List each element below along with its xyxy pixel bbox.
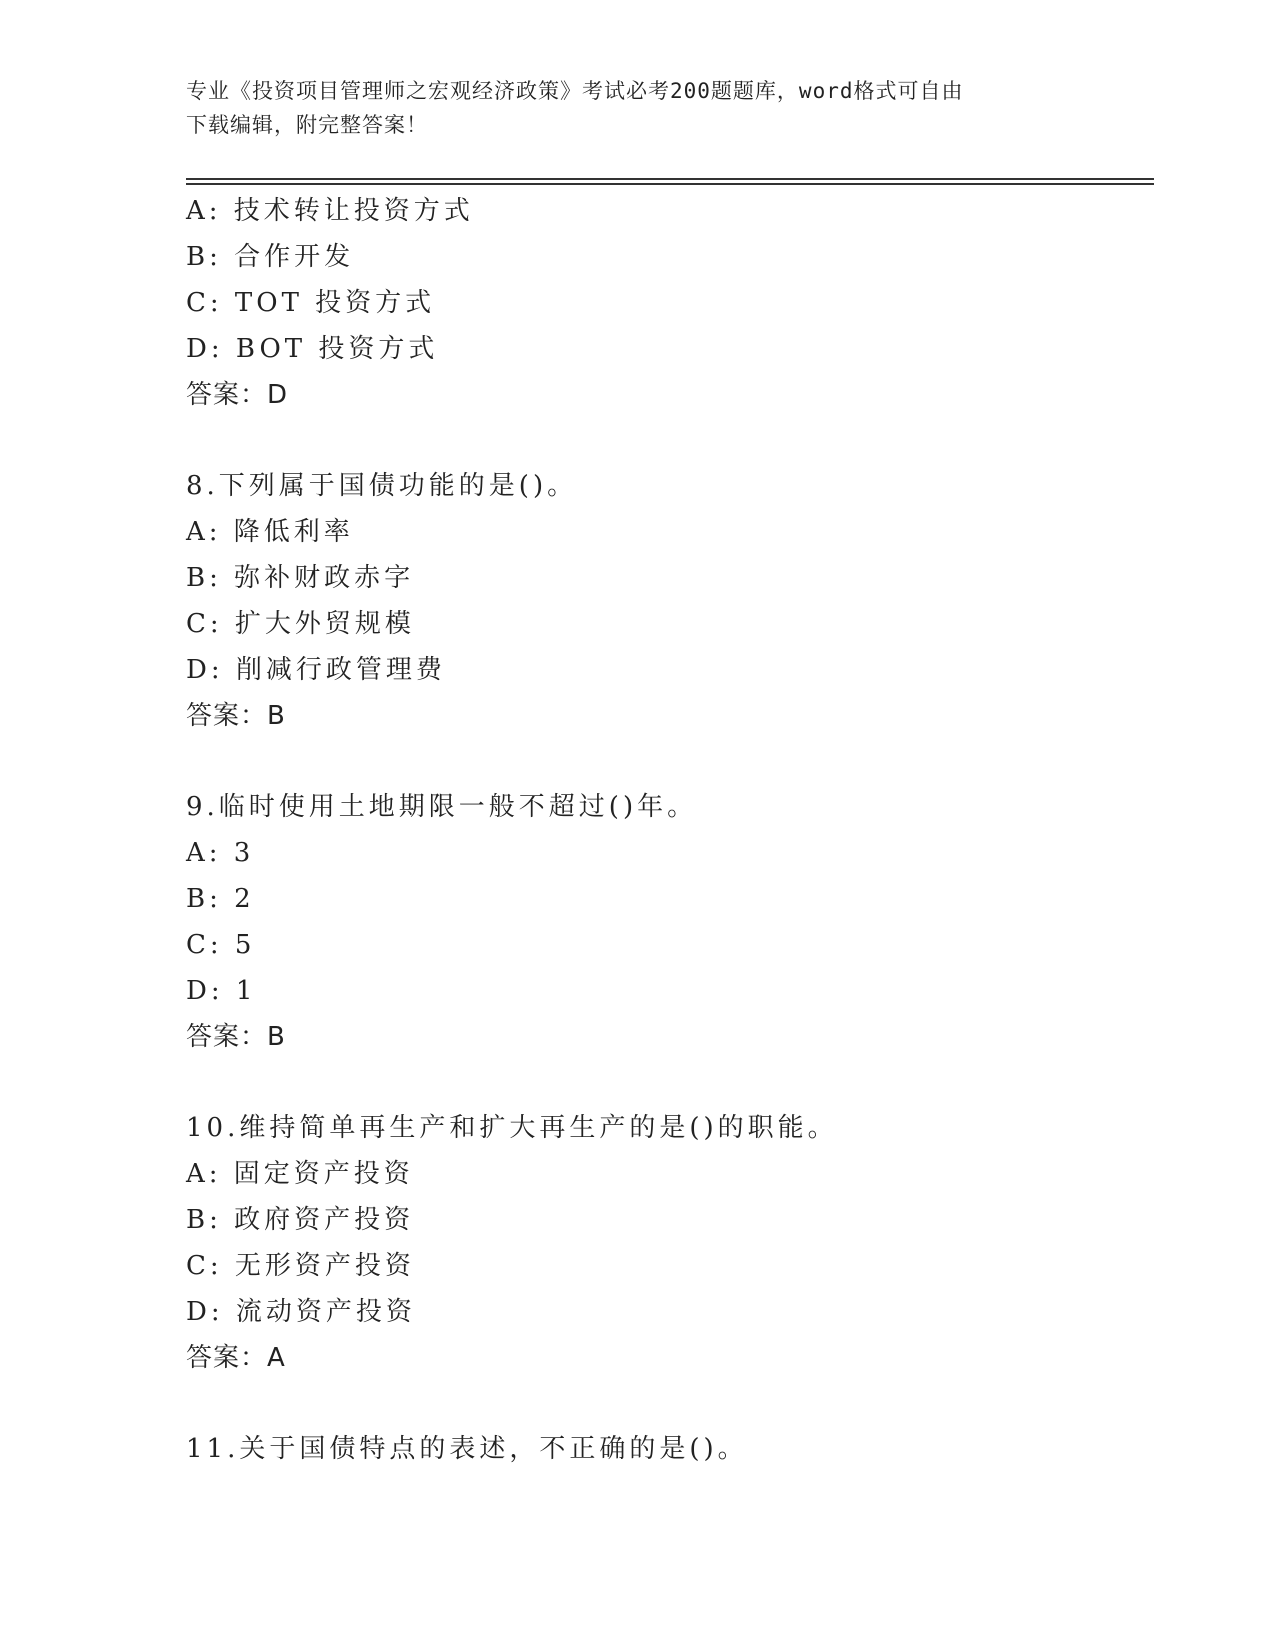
option-a: A: 技术转让投资方式 bbox=[186, 196, 474, 226]
option-d: D: 1 bbox=[186, 976, 257, 1006]
option-d: D: 削减行政管理费 bbox=[186, 655, 446, 685]
question-block-9 bbox=[186, 784, 1146, 1060]
header-line-2: 下载编辑，附完整答案！ bbox=[186, 113, 428, 137]
question-stem: 10.维持简单再生产和扩大再生产的是()的职能。 bbox=[186, 1113, 838, 1143]
question-list bbox=[186, 188, 1146, 1472]
header-divider-bottom bbox=[186, 183, 1154, 185]
option-c: C: 无形资产投资 bbox=[186, 1251, 415, 1281]
question-stem: 11.关于国债特点的表述，不正确的是()。 bbox=[186, 1434, 748, 1464]
answer-line: 答案：B bbox=[186, 1022, 286, 1052]
header-line-1: 专业《投资项目管理师之宏观经济政策》考试必考200题题库，word格式可自由 bbox=[186, 79, 964, 103]
option-d: D: 流动资产投资 bbox=[186, 1297, 416, 1327]
option-d: D: BOT 投资方式 bbox=[186, 334, 439, 364]
question-block-11 bbox=[186, 1426, 1146, 1472]
question-stem: 9.临时使用土地期限一般不超过()年。 bbox=[186, 792, 698, 822]
question-block-7 bbox=[186, 188, 1146, 418]
answer-line: 答案：D bbox=[186, 380, 289, 410]
header-divider-top bbox=[186, 178, 1154, 180]
spacer bbox=[186, 1381, 1146, 1426]
option-a: A: 3 bbox=[186, 838, 255, 868]
option-b: B: 政府资产投资 bbox=[186, 1205, 415, 1235]
question-block-8 bbox=[186, 463, 1146, 739]
option-c: C: TOT 投资方式 bbox=[186, 288, 436, 318]
answer-line: 答案：B bbox=[186, 701, 286, 731]
option-b: B: 2 bbox=[186, 884, 255, 914]
document-header bbox=[186, 74, 1086, 142]
spacer bbox=[186, 418, 1146, 463]
option-b: B: 合作开发 bbox=[186, 242, 355, 272]
question-stem: 8.下列属于国债功能的是()。 bbox=[186, 471, 578, 501]
spacer bbox=[186, 1060, 1146, 1105]
option-a: A: 降低利率 bbox=[186, 517, 354, 547]
option-a: A: 固定资产投资 bbox=[186, 1159, 414, 1189]
spacer bbox=[186, 739, 1146, 784]
option-c: C: 5 bbox=[186, 930, 256, 960]
option-b: B: 弥补财政赤字 bbox=[186, 563, 415, 593]
answer-line: 答案：A bbox=[186, 1343, 286, 1373]
option-c: C: 扩大外贸规模 bbox=[186, 609, 415, 639]
question-block-10 bbox=[186, 1105, 1146, 1381]
